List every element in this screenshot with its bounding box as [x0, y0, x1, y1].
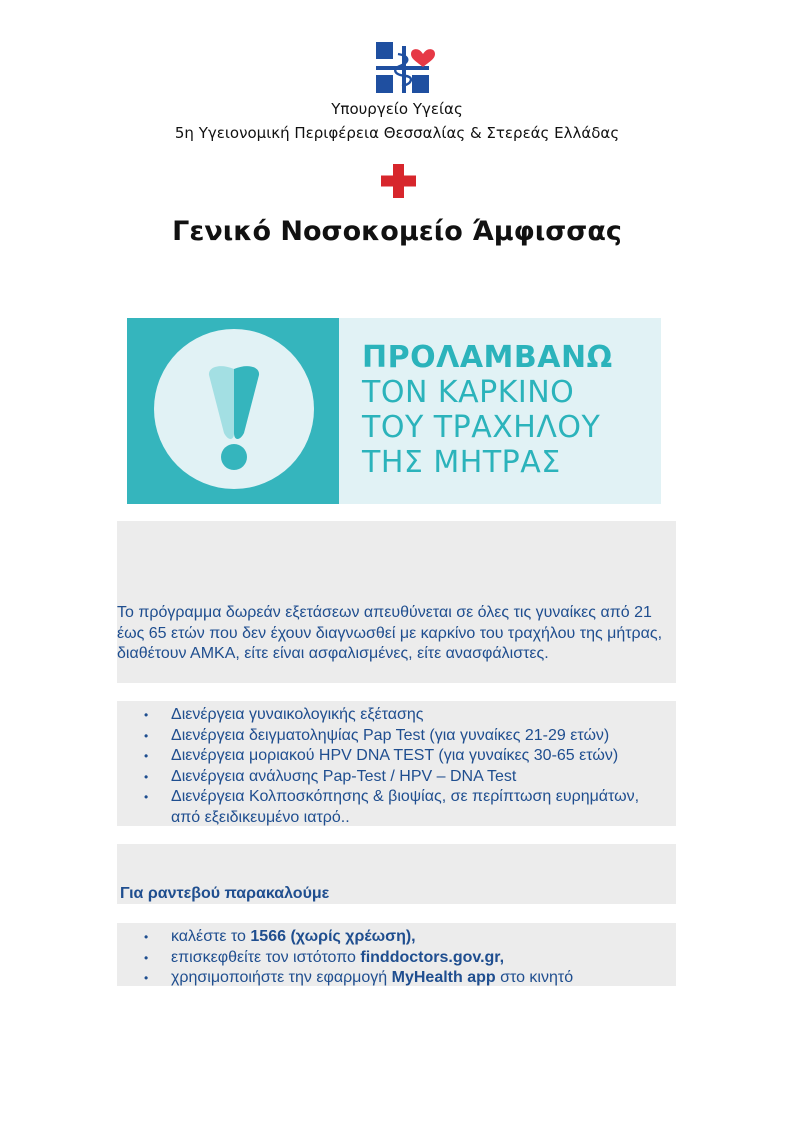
banner-line-4: ΤΗΣ ΜΗΤΡΑΣ	[362, 445, 561, 480]
list-item: • Διενέργεια ανάλυσης Pap-Test / HPV – DNA Test	[144, 767, 517, 785]
app-name[interactable]: MyHealth app	[391, 969, 496, 986]
hospital-name: Γενικό Νοσοκομείο Άμφισσας	[172, 216, 622, 247]
banner-logo-panel	[127, 318, 339, 504]
list-item: • Διενέργεια δειγματοληψίας Pap Test (για γυναίκες 21-29 ετών)	[144, 726, 610, 744]
health-region-name: 5η Υγειονομική Περιφέρεια Θεσσαλίας & Στερεάς Ελλάδας	[174, 124, 620, 142]
contact-list	[144, 927, 679, 989]
program-description: Το πρόγραμμα δωρεάν εξετάσεων απευθύνεται σε όλες τις γυναίκες από 21 έως 65 ετών που δεν έχουν διαγνωσθεί με καρκίνο του τραχήλου της μήτρας, διαθέτουν ΑΜΚΑ, είτε είναι ασφαλισμένες, είτε ανασφάλιστες.	[117, 604, 663, 662]
list-item: • Διενέργεια μοριακού HPV DNA TEST (για γυναίκες 30-65 ετών)	[144, 747, 619, 764]
phone-number[interactable]: 1566 (χωρίς χρέωση)	[250, 928, 412, 945]
campaign-banner	[127, 318, 661, 504]
list-item-phone: • καλέστε το 1566 (χωρίς χρέωση),	[144, 928, 416, 945]
banner-line-2: ΤΟΝ ΚΑΡΚΙΝΟ	[362, 375, 575, 410]
banner-line-1: ΠΡΟΛΑΜΒΑΝΩ	[362, 340, 613, 375]
list-item-app: • χρησιμοποιήστε την εφαρμογή MyHealth app στο κινητό	[144, 969, 574, 986]
red-cross-icon	[381, 164, 416, 198]
ministry-name: Υπουργείο Υγείας	[331, 100, 463, 118]
banner-slogan	[362, 340, 613, 480]
banner-line-3: ΤΟΥ ΤΡΑΧΗΛΟΥ	[362, 410, 601, 445]
exclamation-icon	[154, 329, 314, 489]
website-link[interactable]: finddoctors.gov.gr,	[360, 948, 505, 966]
ministry-of-health-logo-icon	[376, 42, 436, 94]
list-item-website: • επισκεφθείτε τον ιστότοπο finddoctors.gov.gr,	[144, 948, 505, 966]
list-item: • Διενέργεια Κολποσκόπησης & βιοψίας, σε περίπτωση ευρημάτων, από εξειδικευμένο ιατρό..	[144, 788, 640, 826]
appointment-heading: Για ραντεβού παρακαλούμε	[120, 885, 330, 902]
services-list	[144, 705, 679, 828]
list-item: • Διενέργεια γυναικολογικής εξέτασης	[144, 706, 424, 723]
